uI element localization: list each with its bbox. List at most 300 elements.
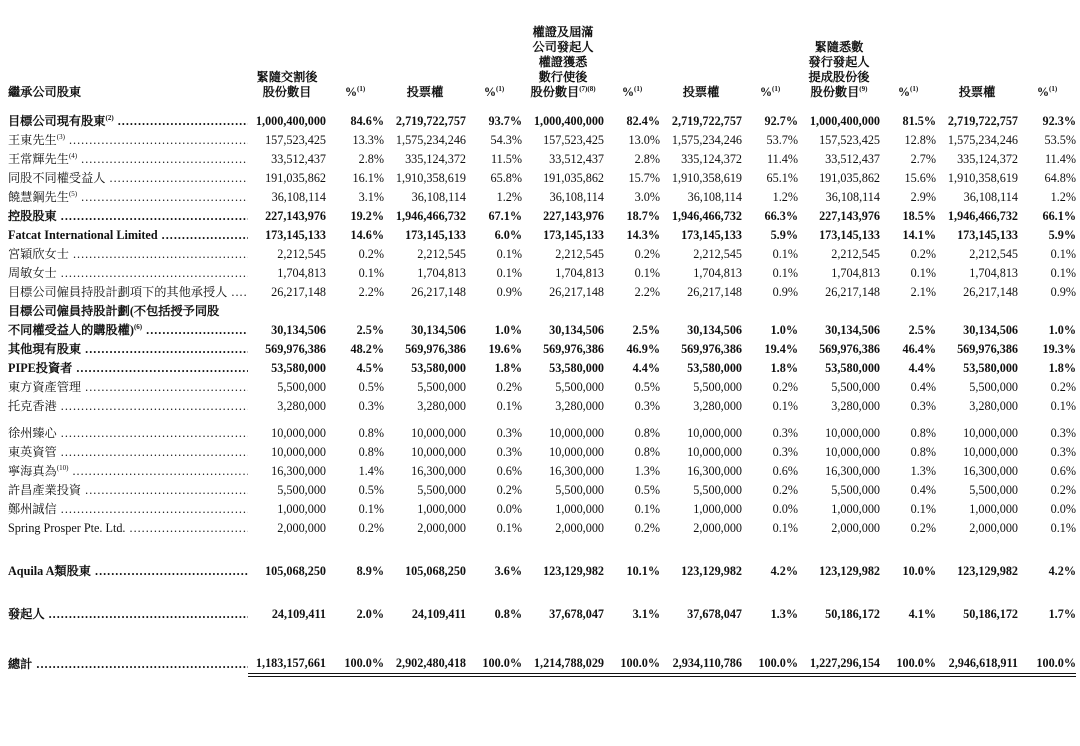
value-cell: 36,108,114	[825, 190, 880, 204]
percent-cell: 92.3%	[1042, 114, 1076, 128]
value-cell: 10,000,000	[963, 426, 1018, 440]
value-cell: 2,212,545	[969, 247, 1018, 261]
row-label-text: 控股股東	[8, 209, 57, 223]
table-row	[8, 605, 1076, 624]
row-label	[8, 481, 248, 500]
value-cell: 123,129,982	[819, 564, 880, 578]
value-cell: 123,129,982	[681, 564, 742, 578]
percent-cell: 3.1%	[358, 190, 384, 204]
percent-cell: 0.2%	[358, 521, 384, 535]
percent-cell: 100.0%	[1018, 648, 1076, 675]
percent-cell: 0.1%	[496, 399, 522, 413]
value-cell: 1,000,000	[969, 502, 1018, 516]
value-cell: 5,500,000	[831, 483, 880, 497]
percent-cell: 5.9%	[1048, 228, 1076, 242]
value-cell: 5,500,000	[831, 380, 880, 394]
value-cell: 30,134,506	[549, 323, 604, 337]
row-label-text: Aquila A類股東	[8, 564, 91, 578]
percent-cell: 0.1%	[772, 399, 798, 413]
percent-cell: 19.4%	[764, 342, 798, 356]
value-cell: 5,500,000	[277, 483, 326, 497]
percent-cell: 0.3%	[1050, 426, 1076, 440]
value-cell: 173,145,133	[819, 228, 880, 242]
percent-cell: 0.2%	[634, 247, 660, 261]
value-cell: 2,212,545	[693, 247, 742, 261]
row-label-text: 不同權受益人的購股權)	[8, 323, 134, 337]
percent-cell: 0.9%	[772, 285, 798, 299]
percent-cell: 3.6%	[494, 564, 522, 578]
value-cell: 36,108,114	[549, 190, 604, 204]
percent-cell: 65.1%	[766, 171, 798, 185]
percent-cell: 0.3%	[772, 445, 798, 459]
percent-cell: 16.1%	[352, 171, 384, 185]
value-cell: 1,575,234,246	[395, 133, 466, 147]
percent-cell: 0.1%	[1050, 266, 1076, 280]
value-cell: 53,580,000	[825, 361, 880, 375]
value-cell: 10,000,000	[825, 445, 880, 459]
value-cell: 2,000,000	[555, 521, 604, 535]
value-cell: 5,500,000	[277, 380, 326, 394]
table-row	[8, 340, 1076, 359]
percent-cell: 100.0%	[604, 648, 660, 675]
percent-cell: 0.8%	[358, 445, 384, 459]
row-label-text: 托克香港	[8, 399, 57, 413]
value-cell: 3,280,000	[417, 399, 466, 413]
row-label-text: 目標公司現有股東	[8, 114, 106, 128]
percent-cell: 0.5%	[634, 380, 660, 394]
table-row	[8, 462, 1076, 481]
value-cell: 26,217,148	[825, 285, 880, 299]
percent-cell: 4.2%	[1048, 564, 1076, 578]
percent-cell: 0.9%	[1050, 285, 1076, 299]
row-label	[8, 112, 248, 131]
footnote-ref: (3)	[56, 133, 65, 141]
value-cell: 33,512,437	[549, 152, 604, 166]
percent-cell: 12.8%	[904, 133, 936, 147]
value-cell: 16,300,000	[549, 464, 604, 478]
percent-cell: 0.1%	[634, 266, 660, 280]
value-cell: 5,500,000	[417, 380, 466, 394]
value-cell: 157,523,425	[819, 133, 880, 147]
value-cell: 1,946,466,732	[395, 209, 466, 223]
row-label	[8, 321, 248, 340]
spacer-row	[8, 624, 1076, 648]
table-row	[8, 321, 1076, 340]
percent-cell: 0.8%	[910, 445, 936, 459]
table-row	[8, 112, 1076, 131]
percent-cell: 18.7%	[626, 209, 660, 223]
row-label	[8, 462, 248, 481]
table-row	[8, 481, 1076, 500]
percent-cell: 4.4%	[632, 361, 660, 375]
value-cell: 36,108,114	[963, 190, 1018, 204]
row-label	[8, 245, 248, 264]
percent-cell: 0.1%	[1050, 399, 1076, 413]
value-cell: 1,946,466,732	[671, 209, 742, 223]
value-cell: 173,145,133	[265, 228, 326, 242]
row-label-text: 總計	[8, 657, 33, 671]
table-row	[8, 264, 1076, 283]
value-cell: 2,000,000	[417, 521, 466, 535]
row-label-text: 鄭州誠信	[8, 502, 57, 516]
value-cell: 5,500,000	[555, 380, 604, 394]
value-cell: 3,280,000	[555, 399, 604, 413]
percent-cell: 0.1%	[772, 266, 798, 280]
header-g3-shares: 緊隨悉數 發行發起人 提成股份後 股份數目$^{(9)}$	[808, 40, 870, 99]
value-cell: 2,000,000	[693, 521, 742, 535]
value-cell: 24,109,411	[411, 607, 466, 621]
table-row	[8, 519, 1076, 538]
percent-cell: 100.0%	[742, 648, 798, 675]
value-cell: 3,280,000	[693, 399, 742, 413]
row-label	[8, 605, 248, 624]
percent-cell: 67.1%	[488, 209, 522, 223]
value-cell: 16,300,000	[271, 464, 326, 478]
percent-cell: 2.8%	[358, 152, 384, 166]
header-g3-votes-pct: %$^{(1)}$	[1036, 85, 1058, 99]
row-label-text: 王常輝先生	[8, 152, 69, 166]
value-cell: 37,678,047	[549, 607, 604, 621]
value-cell: 227,143,976	[265, 209, 326, 223]
value-cell: 2,000,000	[831, 521, 880, 535]
value-cell: 3,280,000	[831, 399, 880, 413]
row-label	[8, 378, 248, 397]
value-cell: 105,068,250	[405, 564, 466, 578]
value-cell: 26,217,148	[687, 285, 742, 299]
percent-cell: 66.1%	[1042, 209, 1076, 223]
value-cell: 1,704,813	[417, 266, 466, 280]
row-label-text: 目標公司僱員持股計劃項下的其他承授人	[8, 285, 228, 299]
percent-cell: 13.3%	[352, 133, 384, 147]
value-cell: 335,124,372	[681, 152, 742, 166]
value-cell: 2,000,000	[277, 521, 326, 535]
value-cell: 53,580,000	[271, 361, 326, 375]
row-label	[8, 562, 248, 581]
percent-cell: 1.3%	[770, 607, 798, 621]
header-g1-pct: %$^{(1)}$	[344, 85, 366, 99]
value-cell: 157,523,425	[265, 133, 326, 147]
value-cell: 569,976,386	[265, 342, 326, 356]
percent-cell: 53.7%	[766, 133, 798, 147]
row-label-text: Fatcat International Limited	[8, 228, 158, 242]
percent-cell: 81.5%	[902, 114, 936, 128]
percent-cell: 0.2%	[772, 380, 798, 394]
value-cell: 191,035,862	[265, 171, 326, 185]
row-label-text: Spring Prosper Pte. Ltd.	[8, 521, 126, 535]
value-cell: 3,280,000	[969, 399, 1018, 413]
row-label	[8, 150, 248, 169]
row-label-text: 王東先生	[8, 133, 57, 147]
percent-cell: 0.8%	[634, 445, 660, 459]
percent-cell: 100.0%	[466, 648, 522, 675]
header-g3-votes: 投票權	[958, 85, 996, 99]
percent-cell: 14.6%	[350, 228, 384, 242]
percent-cell: 0.3%	[496, 445, 522, 459]
spacer-cell	[8, 538, 1076, 562]
value-cell: 10,000,000	[411, 426, 466, 440]
percent-cell: 5.9%	[770, 228, 798, 242]
value-cell: 569,976,386	[543, 342, 604, 356]
value-cell: 53,580,000	[963, 361, 1018, 375]
value-cell: 16,300,000	[687, 464, 742, 478]
table-row	[8, 378, 1076, 397]
percent-cell: 0.6%	[496, 464, 522, 478]
value-cell: 2,719,722,757	[395, 114, 466, 128]
header-g1-votes: 投票權	[406, 85, 444, 99]
percent-cell: 0.0%	[496, 502, 522, 516]
value-cell: 5,500,000	[693, 380, 742, 394]
row-label	[8, 648, 248, 675]
percent-cell: 0.1%	[1050, 521, 1076, 535]
percent-cell: 0.2%	[634, 521, 660, 535]
percent-cell: 0.1%	[772, 247, 798, 261]
percent-cell: 0.3%	[634, 399, 660, 413]
percent-cell: 10.0%	[902, 564, 936, 578]
value-cell: 10,000,000	[271, 426, 326, 440]
percent-cell: 0.8%	[358, 426, 384, 440]
value-cell: 24,109,411	[271, 607, 326, 621]
percent-cell: 0.6%	[1050, 464, 1076, 478]
percent-cell: 48.2%	[350, 342, 384, 356]
value-cell: 569,976,386	[681, 342, 742, 356]
value-cell: 5,500,000	[693, 483, 742, 497]
value-cell: 1,000,400,000	[809, 114, 880, 128]
value-cell: 1,000,000	[831, 502, 880, 516]
spacer-row	[8, 581, 1076, 605]
value-cell: 10,000,000	[411, 445, 466, 459]
table-body	[8, 112, 1076, 675]
percent-cell: 0.1%	[496, 247, 522, 261]
value-cell: 50,186,172	[825, 607, 880, 621]
row-label-text: 許昌產業投資	[8, 483, 82, 497]
value-cell: 1,000,000	[277, 502, 326, 516]
header-g3-pct: %$^{(1)}$	[897, 85, 919, 99]
table-row	[8, 500, 1076, 519]
percent-cell: 92.7%	[764, 114, 798, 128]
percent-cell: 1.0%	[494, 323, 522, 337]
value-cell: 10,000,000	[687, 426, 742, 440]
value-cell: 1,000,400,000	[533, 114, 604, 128]
value-cell: 16,300,000	[963, 464, 1018, 478]
table-row	[8, 188, 1076, 207]
value-cell: 191,035,862	[819, 171, 880, 185]
percent-cell: 0.3%	[910, 399, 936, 413]
table-row	[8, 424, 1076, 443]
percent-cell: 0.4%	[910, 380, 936, 394]
row-label-text: 其他現有股東	[8, 342, 82, 356]
row-label	[8, 443, 248, 462]
spacer-row	[8, 538, 1076, 562]
percent-cell: 1.0%	[1048, 323, 1076, 337]
percent-cell: 54.3%	[490, 133, 522, 147]
percent-cell: 0.0%	[772, 502, 798, 516]
header-g2-votes-pct: %$^{(1)}$	[759, 85, 781, 99]
table-row	[8, 443, 1076, 462]
percent-cell: 0.8%	[494, 607, 522, 621]
value-cell: 1,704,813	[693, 266, 742, 280]
value-cell: 1,000,000	[693, 502, 742, 516]
percent-cell: 6.0%	[494, 228, 522, 242]
percent-cell: 0.0%	[1050, 502, 1076, 516]
percent-cell: 0.1%	[910, 266, 936, 280]
percent-cell: 1.7%	[1048, 607, 1076, 621]
percent-cell: 4.2%	[770, 564, 798, 578]
header-row	[8, 0, 1076, 112]
footnote-ref: (6)	[133, 323, 143, 331]
percent-cell: 1.2%	[772, 190, 798, 204]
table-row-label-continued	[8, 302, 1076, 321]
percent-cell: 84.6%	[350, 114, 384, 128]
header-g2-pct: %$^{(1)}$	[621, 85, 643, 99]
value-cell: 10,000,000	[549, 426, 604, 440]
percent-cell: 14.3%	[626, 228, 660, 242]
value-cell: 5,500,000	[417, 483, 466, 497]
row-label	[8, 283, 248, 302]
row-label-text: PIPE投資者	[8, 361, 73, 375]
percent-cell: 1.3%	[910, 464, 936, 478]
percent-cell: 1.8%	[1048, 361, 1076, 375]
percent-cell: 53.5%	[1044, 133, 1076, 147]
percent-cell: 66.3%	[764, 209, 798, 223]
value-cell: 335,124,372	[405, 152, 466, 166]
percent-cell: 0.2%	[358, 247, 384, 261]
table-row	[8, 245, 1076, 264]
percent-cell: 82.4%	[626, 114, 660, 128]
value-cell: 1,704,813	[831, 266, 880, 280]
value-cell: 123,129,982	[543, 564, 604, 578]
value-cell: 1,704,813	[277, 266, 326, 280]
percent-cell: 0.1%	[496, 521, 522, 535]
percent-cell: 4.4%	[908, 361, 936, 375]
value-cell: 30,134,506	[963, 323, 1018, 337]
percent-cell: 2.8%	[634, 152, 660, 166]
value-cell: 1,910,358,619	[671, 171, 742, 185]
row-label	[8, 207, 248, 226]
row-label-text: 寧海真為	[8, 464, 57, 478]
value-cell: 26,217,148	[963, 285, 1018, 299]
percent-cell: 0.1%	[496, 266, 522, 280]
percent-cell: 0.1%	[358, 502, 384, 516]
percent-cell: 64.8%	[1044, 171, 1076, 185]
percent-cell: 15.6%	[904, 171, 936, 185]
percent-cell: 0.8%	[634, 426, 660, 440]
value-cell: 2,719,722,757	[671, 114, 742, 128]
percent-cell: 11.4%	[766, 152, 798, 166]
percent-cell: 4.5%	[356, 361, 384, 375]
footnote-ref: (2)	[105, 114, 114, 122]
value-cell: 1,910,358,619	[395, 171, 466, 185]
row-label	[8, 169, 248, 188]
percent-cell: 19.6%	[488, 342, 522, 356]
value-cell: 10,000,000	[687, 445, 742, 459]
value-cell: 53,580,000	[411, 361, 466, 375]
spacer-row	[8, 416, 1076, 424]
table-row	[8, 226, 1076, 245]
percent-cell: 19.2%	[350, 209, 384, 223]
row-label-text: 宮穎欣女士	[8, 247, 69, 261]
percent-cell: 93.7%	[488, 114, 522, 128]
value-cell: 5,500,000	[555, 483, 604, 497]
value-cell: 335,124,372	[957, 152, 1018, 166]
table-row	[8, 207, 1076, 226]
percent-cell: 1.4%	[358, 464, 384, 478]
value-cell: 30,134,506	[687, 323, 742, 337]
value-cell: 173,145,133	[957, 228, 1018, 242]
percent-cell: 2.9%	[910, 190, 936, 204]
header-g1-shares: 緊隨交割後 股份數目	[256, 70, 318, 99]
percent-cell: 13.0%	[628, 133, 660, 147]
percent-cell: 18.5%	[902, 209, 936, 223]
value-cell: 1,000,000	[555, 502, 604, 516]
percent-cell: 15.7%	[628, 171, 660, 185]
percent-cell: 0.1%	[772, 521, 798, 535]
table-row	[8, 150, 1076, 169]
row-label-text: 饒慧鋼先生	[8, 190, 69, 204]
value-cell: 33,512,437	[825, 152, 880, 166]
table-row	[8, 397, 1076, 416]
value-cell: 1,704,813	[969, 266, 1018, 280]
value-cell: 16,300,000	[411, 464, 466, 478]
percent-cell: 1.8%	[770, 361, 798, 375]
percent-cell: 11.5%	[490, 152, 522, 166]
footnote-ref: (10)	[56, 464, 69, 472]
value-cell: 157,523,425	[543, 133, 604, 147]
value-cell: 123,129,982	[957, 564, 1018, 578]
percent-cell: 100.0%	[326, 648, 384, 675]
value-cell: 1,183,157,661	[248, 648, 326, 675]
value-cell: 1,575,234,246	[947, 133, 1018, 147]
percent-cell: 0.3%	[358, 399, 384, 413]
value-cell: 1,214,788,029	[522, 648, 604, 675]
value-cell: 1,000,400,000	[255, 114, 326, 128]
row-label	[8, 188, 248, 207]
percent-cell: 3.0%	[634, 190, 660, 204]
value-cell: 5,500,000	[969, 483, 1018, 497]
row-label	[8, 500, 248, 519]
percent-cell: 0.1%	[358, 266, 384, 280]
row-label	[8, 359, 248, 378]
row-label	[8, 519, 248, 538]
percent-cell: 2.5%	[908, 323, 936, 337]
value-cell: 1,910,358,619	[947, 171, 1018, 185]
row-label	[8, 302, 1076, 321]
value-cell: 2,212,545	[277, 247, 326, 261]
percent-cell: 1.8%	[494, 361, 522, 375]
value-cell: 2,719,722,757	[947, 114, 1018, 128]
row-label-text: 同股不同權受益人	[8, 171, 106, 185]
percent-cell: 0.2%	[910, 521, 936, 535]
value-cell: 191,035,862	[543, 171, 604, 185]
percent-cell: 1.2%	[496, 190, 522, 204]
percent-cell: 1.2%	[1050, 190, 1076, 204]
percent-cell: 0.1%	[910, 502, 936, 516]
percent-cell: 3.1%	[632, 607, 660, 621]
value-cell: 10,000,000	[963, 445, 1018, 459]
percent-cell: 0.2%	[1050, 483, 1076, 497]
percent-cell: 0.2%	[910, 247, 936, 261]
value-cell: 26,217,148	[271, 285, 326, 299]
percent-cell: 2.5%	[356, 323, 384, 337]
row-label-text: 目標公司僱員持股計劃(不包括授予同股	[8, 304, 220, 318]
value-cell: 37,678,047	[687, 607, 742, 621]
percent-cell: 0.8%	[910, 426, 936, 440]
percent-cell: 0.5%	[634, 483, 660, 497]
value-cell: 26,217,148	[411, 285, 466, 299]
row-label	[8, 397, 248, 416]
value-cell: 227,143,976	[543, 209, 604, 223]
spacer-cell	[8, 624, 1076, 648]
table-row	[8, 562, 1076, 581]
